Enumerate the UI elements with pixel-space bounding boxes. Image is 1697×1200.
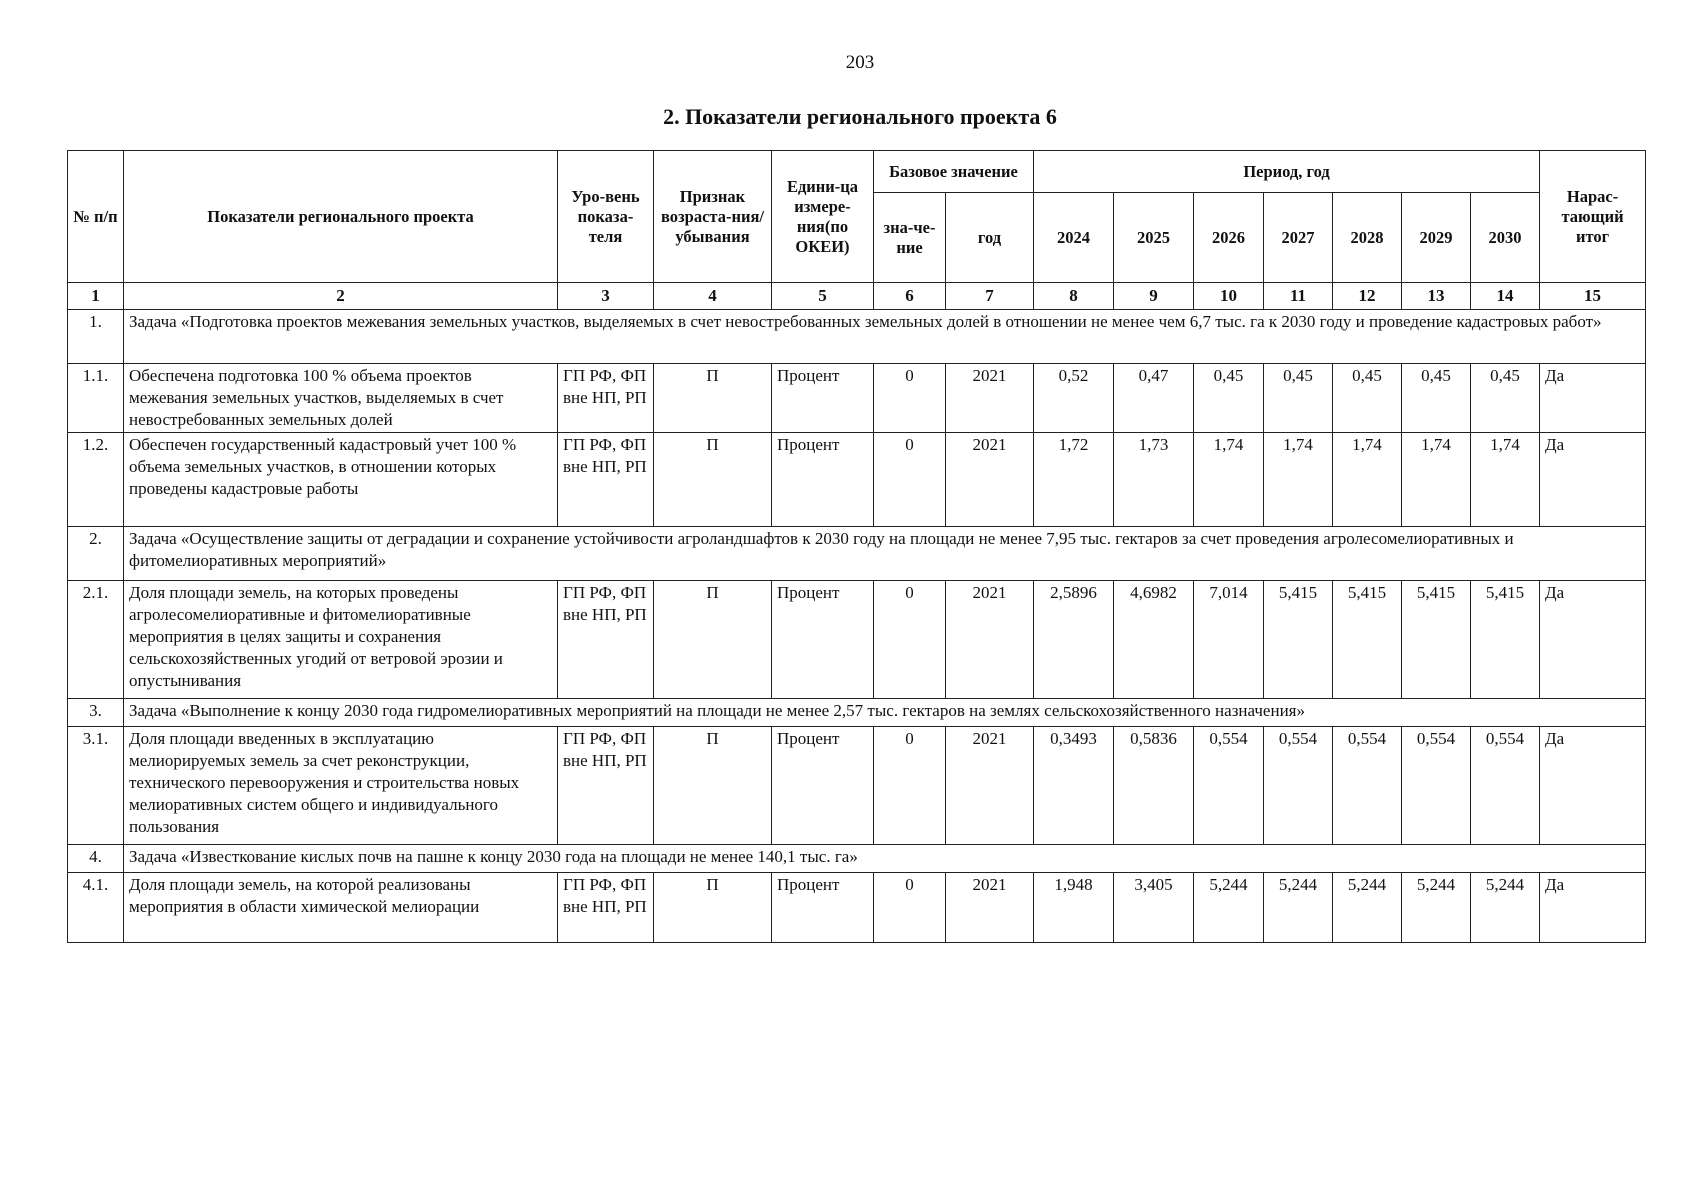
task-text: Задача «Известкование кислых почв на пашне к концу 2030 года на площади не менее 140,1 тыс. га»: [124, 845, 1646, 873]
column-number: 3: [558, 283, 654, 310]
indicator-sign: П: [654, 873, 772, 943]
year-value: 0,45: [1264, 364, 1333, 433]
row-number: 1.1.: [68, 364, 124, 433]
base-year: 2021: [946, 581, 1034, 699]
column-number: 12: [1333, 283, 1402, 310]
row-number: 1.2.: [68, 433, 124, 527]
base-year: 2021: [946, 873, 1034, 943]
indicator-row: [68, 727, 1646, 845]
base-value: 0: [874, 581, 946, 699]
col-header-indicator: Показатели регионального проекта: [124, 151, 558, 283]
year-value: 1,74: [1333, 433, 1402, 527]
year-value: 0,3493: [1034, 727, 1114, 845]
indicator-name: Доля площади земель, на которых проведены агролесомелиоративные и фитомелиоративные мероприятия в целях защиты и сохранения сельскохозяйственных угодий от ветровой эрозии и опустынивания: [124, 581, 558, 699]
year-value: 0,554: [1471, 727, 1540, 845]
year-value: 5,244: [1333, 873, 1402, 943]
document-title: 2. Показатели регионального проекта 6: [663, 104, 1057, 129]
column-number: 15: [1540, 283, 1646, 310]
indicator-name: Обеспечен государственный кадастровый учет 100 % объема земельных участков, в отношении которых проведены кадастровые работы: [124, 433, 558, 527]
col-header-cumulative: Нарас-тающий итог: [1540, 151, 1646, 283]
year-value: 5,415: [1264, 581, 1333, 699]
base-value: 0: [874, 727, 946, 845]
year-value: 2,5896: [1034, 581, 1114, 699]
year-value: 0,45: [1333, 364, 1402, 433]
year-value: 0,5836: [1114, 727, 1194, 845]
year-value: 0,554: [1194, 727, 1264, 845]
year-value: 1,73: [1114, 433, 1194, 527]
year-value: 1,74: [1471, 433, 1540, 527]
indicator-level: ГП РФ, ФП вне НП, РП: [558, 364, 654, 433]
base-value: 0: [874, 873, 946, 943]
indicator-level: ГП РФ, ФП вне НП, РП: [558, 727, 654, 845]
year-value: 5,244: [1471, 873, 1540, 943]
column-number: 14: [1471, 283, 1540, 310]
base-year: 2021: [946, 433, 1034, 527]
col-header-base-year: год: [946, 193, 1034, 283]
task-row: [68, 310, 1646, 364]
indicator-level: ГП РФ, ФП вне НП, РП: [558, 873, 654, 943]
base-value: 0: [874, 433, 946, 527]
column-number: 2: [124, 283, 558, 310]
col-header-base: Базовое значение: [874, 151, 1034, 193]
column-number: 6: [874, 283, 946, 310]
indicator-unit: Процент: [772, 727, 874, 845]
year-value: 7,014: [1194, 581, 1264, 699]
task-row: [68, 699, 1646, 727]
col-header-num: № п/п: [68, 151, 124, 283]
col-header-year: 2028: [1333, 193, 1402, 283]
year-value: 4,6982: [1114, 581, 1194, 699]
indicator-sign: П: [654, 433, 772, 527]
indicator-row: [68, 581, 1646, 699]
year-value: 5,415: [1471, 581, 1540, 699]
year-value: 1,72: [1034, 433, 1114, 527]
year-value: 3,405: [1114, 873, 1194, 943]
indicator-sign: П: [654, 364, 772, 433]
year-value: 0,554: [1333, 727, 1402, 845]
task-row: [68, 527, 1646, 581]
indicator-row: [68, 433, 1646, 527]
year-value: 0,554: [1264, 727, 1333, 845]
col-header-level: Уро-вень показа-теля: [558, 151, 654, 283]
column-numbers-row: [68, 283, 1646, 310]
year-value: 0,45: [1471, 364, 1540, 433]
year-value: 5,244: [1402, 873, 1471, 943]
task-number: 3.: [68, 699, 124, 727]
column-number: 5: [772, 283, 874, 310]
indicator-row: [68, 873, 1646, 943]
row-number: 3.1.: [68, 727, 124, 845]
indicator-row: [68, 364, 1646, 433]
year-value: 0,554: [1402, 727, 1471, 845]
year-value: 5,415: [1333, 581, 1402, 699]
task-row: [68, 845, 1646, 873]
task-text: Задача «Подготовка проектов межевания земельных участков, выделяемых в счет невостребованных земельных долей в отношении не менее чем 6,7 тыс. га к 2030 году и проведение кадастровых работ»: [124, 310, 1646, 364]
col-header-year: 2030: [1471, 193, 1540, 283]
indicator-unit: Процент: [772, 581, 874, 699]
year-value: 5,244: [1264, 873, 1333, 943]
indicator-name: Обеспечена подготовка 100 % объема проектов межевания земельных участков, выделяемых в счет невостребованных земельных долей: [124, 364, 558, 433]
indicators-table: [67, 150, 1646, 943]
year-value: 1,74: [1194, 433, 1264, 527]
row-number: 2.1.: [68, 581, 124, 699]
col-header-year: 2029: [1402, 193, 1471, 283]
column-number: 9: [1114, 283, 1194, 310]
year-value: 0,45: [1402, 364, 1471, 433]
year-value: 5,244: [1194, 873, 1264, 943]
col-header-year: 2024: [1034, 193, 1114, 283]
indicator-unit: Процент: [772, 873, 874, 943]
column-number: 8: [1034, 283, 1114, 310]
task-number: 2.: [68, 527, 124, 581]
col-header-sign: Признак возраста-ния/ убывания: [654, 151, 772, 283]
indicator-name: Доля площади введенных в эксплуатацию мелиорируемых земель за счет реконструкции, технического перевооружения и строительства новых мелиоративных систем общего и индивидуального пользования: [124, 727, 558, 845]
task-text: Задача «Выполнение к концу 2030 года гидромелиоративных мероприятий на площади не менее 2,57 тыс. гектаров на землях сельскохозяйственного назначения»: [124, 699, 1646, 727]
column-number: 11: [1264, 283, 1333, 310]
page-number: 203: [845, 52, 875, 73]
year-value: 5,415: [1402, 581, 1471, 699]
year-value: 1,948: [1034, 873, 1114, 943]
base-value: 0: [874, 364, 946, 433]
year-value: 0,45: [1194, 364, 1264, 433]
cumulative-value: Да: [1540, 873, 1646, 943]
column-number: 10: [1194, 283, 1264, 310]
year-value: 1,74: [1264, 433, 1333, 527]
col-header-year: 2025: [1114, 193, 1194, 283]
col-header-base-value: зна-че-ние: [874, 193, 946, 283]
column-number: 1: [68, 283, 124, 310]
indicator-unit: Процент: [772, 433, 874, 527]
row-number: 4.1.: [68, 873, 124, 943]
indicator-sign: П: [654, 581, 772, 699]
column-number: 13: [1402, 283, 1471, 310]
header-row-top: [68, 151, 1646, 193]
indicator-sign: П: [654, 727, 772, 845]
indicator-level: ГП РФ, ФП вне НП, РП: [558, 433, 654, 527]
cumulative-value: Да: [1540, 433, 1646, 527]
base-year: 2021: [946, 727, 1034, 845]
col-header-year: 2027: [1264, 193, 1333, 283]
task-number: 1.: [68, 310, 124, 364]
task-text: Задача «Осуществление защиты от деградации и сохранение устойчивости агроландшафтов к 2030 году на площади не менее 7,95 тыс. гектаров за счет проведения агролесомелиоративных и фитомелиоративных мероприятий»: [124, 527, 1646, 581]
task-number: 4.: [68, 845, 124, 873]
col-header-period: Период, год: [1034, 151, 1540, 193]
col-header-year: 2026: [1194, 193, 1264, 283]
indicator-name: Доля площади земель, на которой реализованы мероприятия в области химической мелиорации: [124, 873, 558, 943]
base-year: 2021: [946, 364, 1034, 433]
cumulative-value: Да: [1540, 727, 1646, 845]
column-number: 4: [654, 283, 772, 310]
indicator-level: ГП РФ, ФП вне НП, РП: [558, 581, 654, 699]
year-value: 0,47: [1114, 364, 1194, 433]
cumulative-value: Да: [1540, 364, 1646, 433]
year-value: 0,52: [1034, 364, 1114, 433]
column-number: 7: [946, 283, 1034, 310]
indicator-unit: Процент: [772, 364, 874, 433]
col-header-unit: Едини-ца измере-ния(по ОКЕИ): [772, 151, 874, 283]
year-value: 1,74: [1402, 433, 1471, 527]
cumulative-value: Да: [1540, 581, 1646, 699]
